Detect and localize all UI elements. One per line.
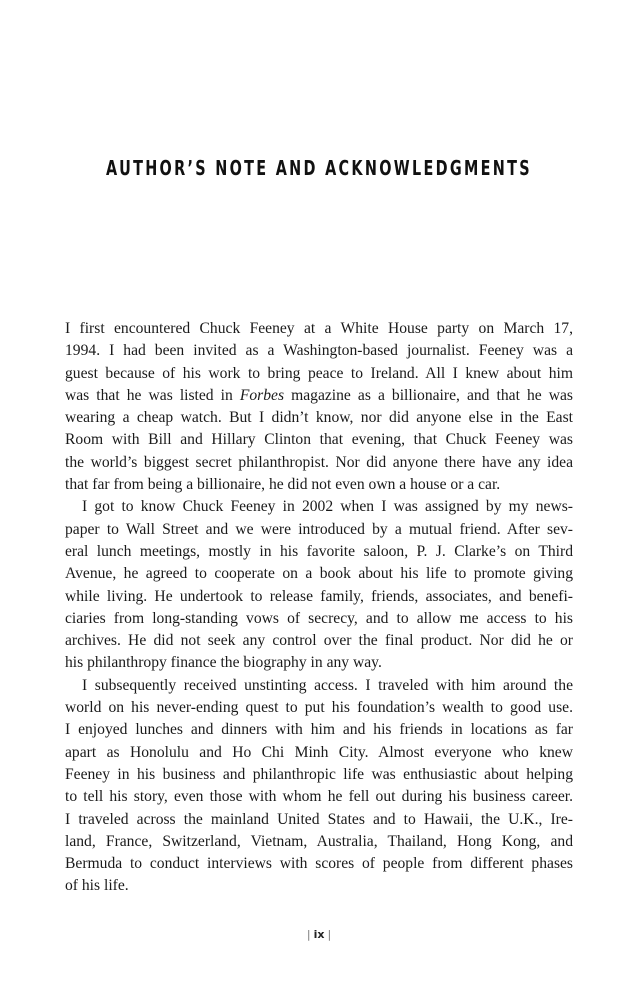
text-line: Room with Bill and Hillary Clinton that evening, that Chuck Feeney was [65, 431, 573, 449]
text-line: I enjoyed lunches and dinners with him and his friends in locations as far [65, 721, 573, 739]
text-line: guest because of his work to bring peace to Ireland. All I knew about him [65, 364, 573, 382]
text-line: I first encountered Chuck Feeney at a White House party on March 17, [65, 320, 573, 337]
text-line: land, France, Switzerland, Vietnam, Australia, Thailand, Hong Kong, and [65, 832, 573, 850]
text-line: 1994. I had been invited as a Washington-based journalist. Feeney was a [65, 342, 573, 360]
text-segment: magazine as a billionaire, and that he was [284, 386, 573, 404]
text-line: apart as Honolulu and Ho Chi Minh City. Almost everyone who knew [65, 743, 573, 761]
text-line: the world’s biggest secret philanthropist. Nor did anyone there have any idea [65, 453, 573, 471]
paragraph-2 [65, 496, 573, 674]
text-line: to tell his story, even those with whom he fell out during his business career. [65, 788, 573, 806]
page-number-footer [0, 928, 638, 941]
text-line: that far from being a billionaire, he did not even own a house or a car. [65, 476, 501, 494]
page-number: ix [313, 928, 325, 941]
text-line: I traveled across the mainland United States and to Hawaii, the U.K., Ire- [65, 810, 573, 828]
text-line: Feeney in his business and philanthropic life was enthusiastic about helping [65, 765, 573, 783]
text-line: paper to Wall Street and we were introduced by a mutual friend. After sev- [65, 520, 573, 538]
folio-bar-left: | [306, 928, 311, 941]
paragraph-1 [65, 318, 573, 496]
text-line-with-italic [65, 385, 573, 407]
text-line: I got to know Chuck Feeney in 2002 when I was assigned by my news- [82, 498, 573, 516]
text-line: his philanthropy finance the biography in any way. [65, 654, 382, 672]
text-line: eral lunch meetings, mostly in his favorite saloon, P. J. Clarke’s on Third [65, 542, 573, 560]
folio-bar-right: | [327, 928, 332, 941]
text-line: of his life. [65, 877, 129, 895]
text-line: while living. He undertook to release family, friends, associates, and benefi- [65, 587, 573, 605]
text-line: world on his never-ending quest to put his foundation’s wealth to good use. [65, 699, 573, 717]
chapter-heading: AUTHOR’S NOTE AND ACKNOWLEDGMENTS [106, 156, 532, 180]
text-segment: was that he was listed in [65, 386, 233, 404]
paragraph-3 [65, 675, 573, 898]
text-line: archives. He did not seek any control over the final product. Nor did he or [65, 632, 573, 650]
text-line: wearing a cheap watch. But I didn’t know, nor did anyone else in the East [65, 409, 573, 427]
italic-title: Forbes [239, 386, 285, 404]
text-line: ciaries from long-standing vows of secrecy, and to allow me access to his [65, 609, 573, 627]
text-line: Avenue, he agreed to cooperate on a book about his life to promote giving [65, 565, 573, 583]
text-line: Bermuda to conduct interviews with scores of people from different phases [65, 855, 573, 873]
body-text [65, 318, 573, 898]
text-line: I subsequently received unstinting access. I traveled with him around the [82, 676, 573, 694]
